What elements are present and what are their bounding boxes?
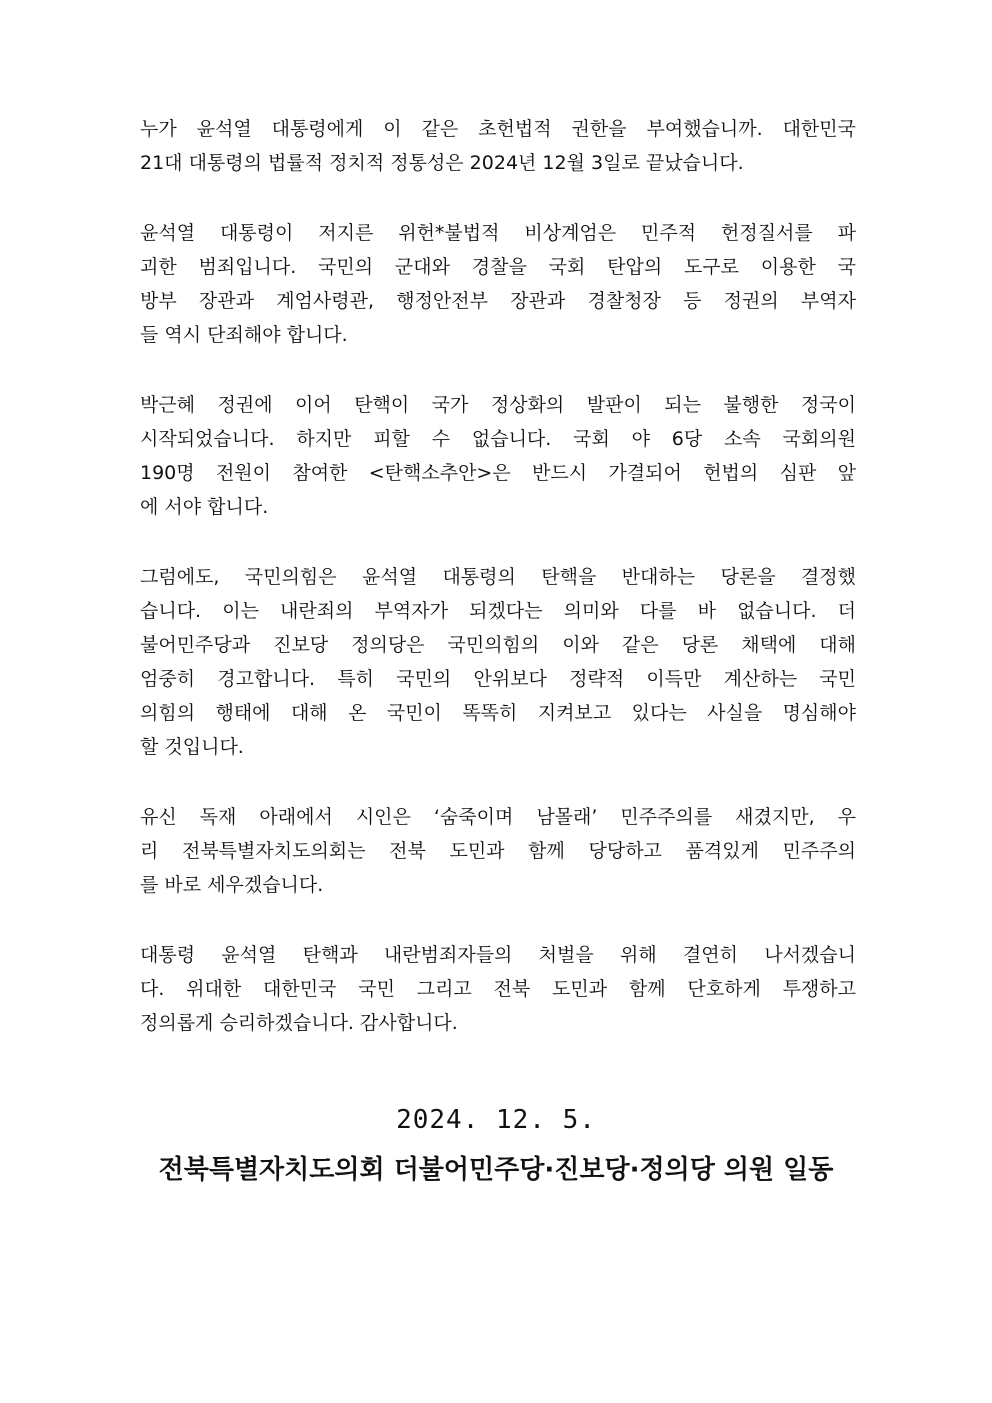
paragraph-3	[140, 388, 856, 524]
text-line: 의힘의 행태에 대해 온 국민이 똑똑히 지켜보고 있다는 사실을 명심해야	[140, 702, 856, 724]
statement-body	[140, 112, 856, 1076]
text-line: 리 전북특별자치도의회는 전북 도민과 함께 당당하고 품격있게 민주주의	[140, 840, 856, 862]
signatory-line: 전북특별자치도의회 더불어민주당·진보당·정의당 의원 일동	[158, 1155, 834, 1185]
text-line: 엄중히 경고합니다. 특히 국민의 안위보다 정략적 이득만 계산하는 국민	[140, 668, 856, 690]
text-line: 불어민주당과 진보당 정의당은 국민의힘의 이와 같은 당론 채택에 대해	[140, 634, 856, 656]
text-line: 대통령 윤석열 탄핵과 내란범죄자들의 처벌을 위해 결연히 나서겠습니	[140, 944, 856, 966]
text-line: 정의롭게 승리하겠습니다. 감사합니다.	[140, 1012, 458, 1034]
paragraph-2	[140, 216, 856, 352]
text-line: 습니다. 이는 내란죄의 부역자가 되겠다는 의미와 다를 바 없습니다. 더	[140, 600, 856, 622]
text-line: 들 역시 단죄해야 합니다.	[140, 324, 348, 346]
text-line: 시작되었습니다. 하지만 피할 수 없습니다. 국회 야 6당 소속 국회의원	[140, 428, 856, 450]
document-date: 2024. 12. 5.	[396, 1105, 596, 1135]
text-line: 에 서야 합니다.	[140, 496, 269, 518]
text-line: 방부 장관과 계엄사령관, 행정안전부 장관과 경찰청장 등 정권의 부역자	[140, 290, 856, 312]
text-line: 박근혜 정권에 이어 탄핵이 국가 정상화의 발판이 되는 불행한 정국이	[140, 394, 856, 416]
text-line: 괴한 범죄입니다. 국민의 군대와 경찰을 국회 탄압의 도구로 이용한 국	[140, 256, 856, 278]
text-line: 다. 위대한 대한민국 국민 그리고 전북 도민과 함께 단호하게 투쟁하고	[140, 978, 856, 1000]
text-line: 그럼에도, 국민의힘은 윤석열 대통령의 탄핵을 반대하는 당론을 결정했	[140, 566, 856, 588]
paragraph-5	[140, 800, 856, 902]
text-line: 를 바로 세우겠습니다.	[140, 874, 324, 896]
paragraph-6	[140, 938, 856, 1040]
paragraph-4	[140, 560, 856, 764]
text-line: 190명 전원이 참여한 <탄핵소추안>은 반드시 가결되어 헌법의 심판 앞	[140, 462, 856, 484]
text-line: 윤석열 대통령이 저지른 위헌*불법적 비상계엄은 민주적 헌정질서를 파	[140, 222, 856, 244]
text-line: 유신 독재 아래에서 시인은 ‘숨죽이며 남몰래’ 민주주의를 새겼지만, 우	[140, 806, 856, 828]
text-line: 21대 대통령의 법률적 정치적 정통성은 2024년 12월 3일로 끝났습니다.	[140, 152, 744, 174]
text-line: 누가 윤석열 대통령에게 이 같은 초헌법적 권한을 부여했습니까. 대한민국	[140, 118, 856, 140]
text-line: 할 것입니다.	[140, 736, 244, 758]
paragraph-1	[140, 112, 856, 180]
